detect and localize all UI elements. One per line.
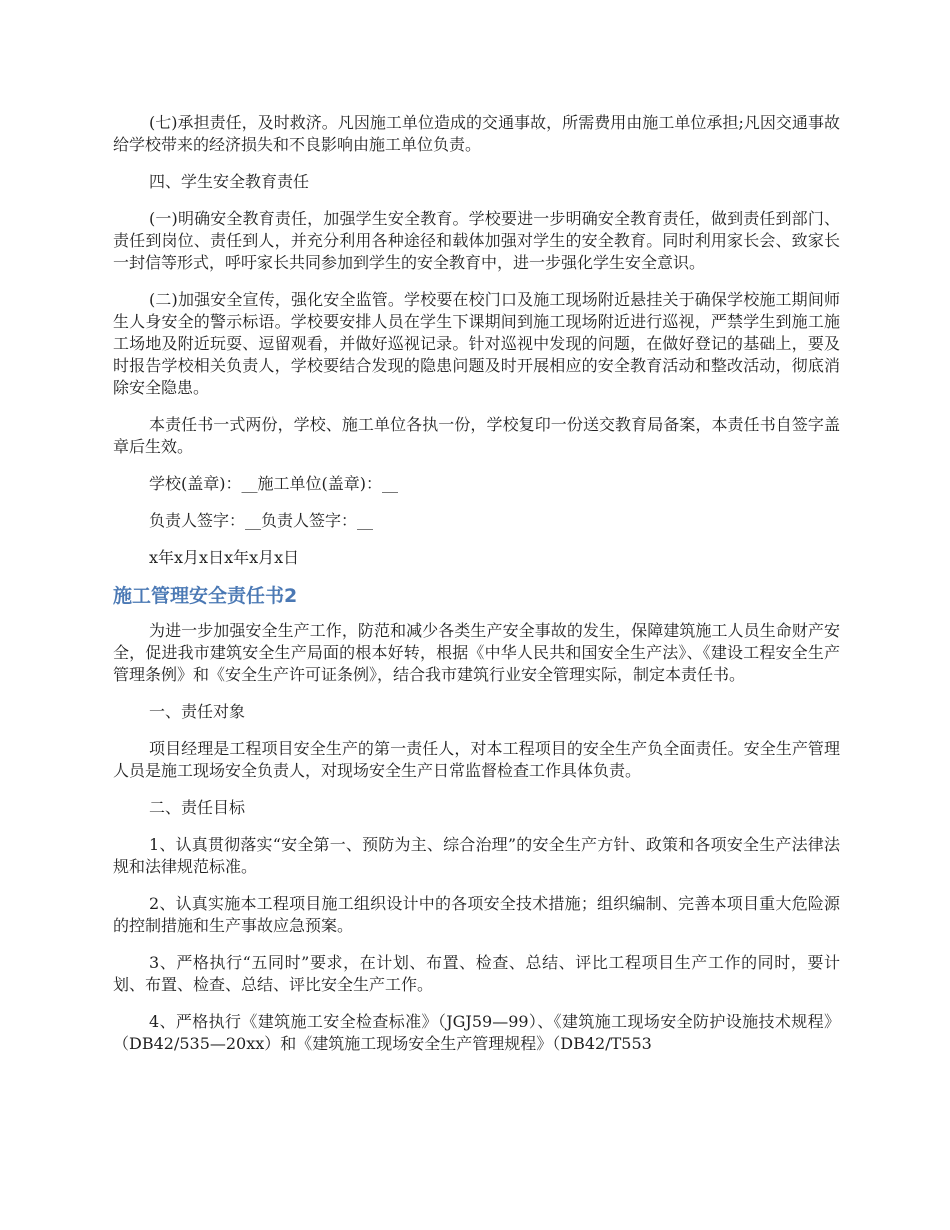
section-heading-responsibility-goal: 二、责任目标 [149,798,246,817]
section-heading-responsibility-object: 一、责任对象 [149,702,246,721]
list-item-3: 3、严格执行“五同时”要求，在计划、布置、检查、总结、评比工程项目生产工作的同时，要计划、布置、检查、总结、评比安全生产工作。 [113,953,840,994]
list-item-2: 2、认真实施本工程项目施工组织设计中的各项安全技术措施；组织编制、完善本项目重大危险源的控制措施和生产事故应急预案。 [113,894,840,935]
seal-line: 学校(盖章)：__施工单位(盖章)：__ [149,474,398,493]
paragraph-safety-publicity: (二)加强安全宣传，强化安全监管。学校要在校门口及施工现场附近悬挂关于确保学校施工期间师生人身安全的警示标语。学校要安排人员在学生下课期间到施工现场附近进行巡视，严禁学生到施工施工场地及附近玩耍、逗留观看，并做好巡视记录。针对巡视中发现的问题，在做好登记的基础上，要及时报告学校相关负责人，学校要结合发现的隐患问题及时开展相应的安全教育活动和整改活动，彻底消除安全隐患。 [113,290,840,397]
list-item-4: 4、严格执行《建筑施工安全检查标准》（JGJ59—99）、《建筑施工现场安全防护设施技术规程》（DB42/535—20xx）和《建筑施工现场安全生产管理规程》（DB42/T553 [113,1012,840,1053]
paragraph-project-manager: 项目经理是工程项目安全生产的第一责任人，对本工程项目的安全生产负全面责任。安全生产管理人员是施工现场安全负责人，对现场安全生产日常监督检查工作具体负责。 [113,739,840,780]
section-heading-student-safety: 四、学生安全教育责任 [149,172,310,191]
paragraph-safety-education: (一)明确安全教育责任，加强学生安全教育。学校要进一步明确安全教育责任，做到责任到部门、责任到岗位、责任到人，并充分利用各种途径和载体加强对学生的安全教育。同时利用家长会、致家长一封信等形式，呼吁家长共同参加到学生的安全教育中，进一步强化学生安全意识。 [113,209,840,272]
section-title: 施工管理安全责任书2 [113,585,298,607]
date-line: x年x月x日x年x月x日 [149,548,300,567]
paragraph-intro: 为进一步加强安全生产工作，防范和减少各类生产安全事故的发生，保障建筑施工人员生命财产安全，促进我市建筑安全生产局面的根本好转，根据《中华人民共和国安全生产法》、《建设工程安全生产管理条例》和《安全生产许可证条例》，结合我市建筑行业安全管理实际，制定本责任书。 [113,621,840,684]
paragraph-liability-relief: (七)承担责任，及时救济。凡因施工单位造成的交通事故，所需费用由施工单位承担;凡因交通事故给学校带来的经济损失和不良影响由施工单位负责。 [113,113,840,154]
paragraph-copies-effect: 本责任书一式两份，学校、施工单位各执一份，学校复印一份送交教育局备案，本责任书自签字盖章后生效。 [113,415,840,456]
document-page [113,112,840,1070]
signature-line: 负责人签字：__负责人签字：__ [149,511,374,530]
list-item-1: 1、认真贯彻落实“安全第一、预防为主、综合治理”的安全生产方针、政策和各项安全生产法律法规和法律规范标准。 [113,835,840,876]
